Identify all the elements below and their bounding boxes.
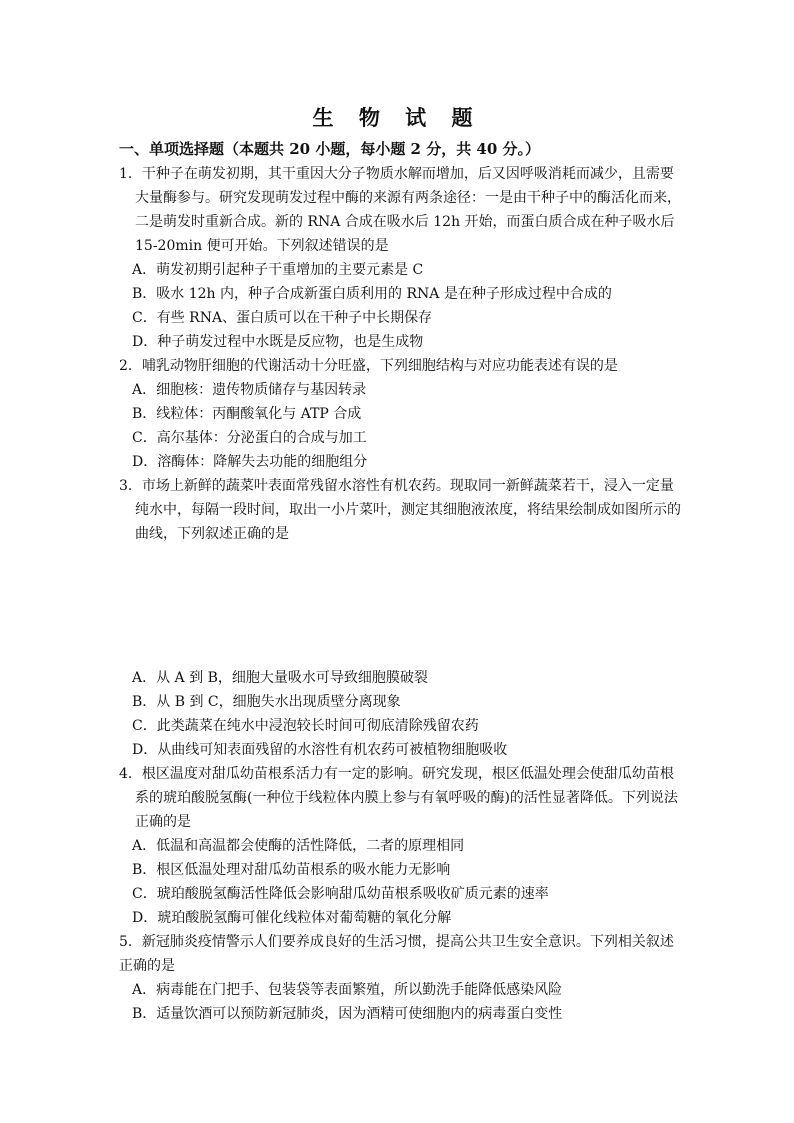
question-5-stem: 5．新冠肺炎疫情警示人们要养成良好的生活习惯，提高公共卫生安全意识。下列相关叙述: [119, 934, 674, 950]
question-1-stem: 15-20min 便可开始。下列叙述错误的是: [135, 238, 389, 254]
question-3-option-c: C．此类蔬菜在纯水中浸泡较长时间可彻底清除残留农药: [132, 718, 479, 734]
question-3-stem: 3．市场上新鲜的蔬菜叶表面常残留水溶性有机农药。现取同一新鲜蔬菜若干，浸入一定量: [119, 478, 674, 494]
question-1-option-c: C．有些 RNA、蛋白质可以在干种子中长期保存: [132, 310, 433, 326]
question-4-option-b: B．根区低温处理对甜瓜幼苗根系的吸水能力无影响: [132, 862, 451, 878]
question-2-option-b: B．线粒体：丙酮酸氧化与 ATP 合成: [132, 406, 362, 422]
question-5-stem: 正确的是: [119, 958, 175, 974]
question-1-option-a: A．萌发初期引起种子干重增加的主要元素是 C: [132, 262, 424, 278]
section-heading: 一、单项选择题（本题共 20 小题，每小题 2 分，共 40 分。）: [119, 140, 541, 158]
question-2-option-a: A．细胞核：遗传物质储存与基因转录: [132, 382, 367, 398]
question-4-option-a: A．低温和高温都会使酶的活性降低，二者的原理相同: [132, 838, 465, 854]
question-1-option-b: B．吸水 12h 内，种子合成新蛋白质利用的 RNA 是在种子形成过程中合成的: [132, 286, 612, 302]
question-3-option-a: A．从 A 到 B，细胞大量吸水可导致细胞膜破裂: [132, 670, 428, 686]
question-4-stem: 正确的是: [135, 814, 191, 830]
question-1-stem: 大量酶参与。研究发现萌发过程中酶的来源有两条途径：一是由干种子中的酶活化而来，: [135, 190, 681, 206]
question-3-stem: 曲线，下列叙述正确的是: [135, 526, 289, 542]
question-4-stem: 4．根区温度对甜瓜幼苗根系活力有一定的影响。研究发现，根区低温处理会使甜瓜幼苗根: [119, 766, 674, 782]
page-title: 生 物 试 题: [312, 105, 482, 130]
question-3-stem: 纯水中，每隔一段时间，取出一小片菜叶，测定其细胞液浓度，将结果绘制成如图所示的: [135, 502, 681, 518]
question-3-option-b: B．从 B 到 C，细胞失水出现质壁分离现象: [132, 694, 401, 710]
question-5-option-a: A．病毒能在门把手、包装袋等表面繁殖，所以勤洗手能降低感染风险: [132, 982, 563, 998]
question-2-option-c: C．高尔基体：分泌蛋白的合成与加工: [132, 430, 367, 446]
question-2-stem: 2．哺乳动物肝细胞的代谢活动十分旺盛，下列细胞结构与对应功能表述有误的是: [119, 358, 618, 374]
question-4-stem: 系的琥珀酸脱氢酶(一种位于线粒体内膜上参与有氧呼吸的酶)的活性显著降低。下列说法: [135, 790, 678, 806]
question-5-option-b: B．适量饮酒可以预防新冠肺炎，因为酒精可使细胞内的病毒蛋白变性: [132, 1006, 563, 1022]
question-1-stem: 二是萌发时重新合成。新的 RNA 合成在吸水后 12h 开始，而蛋白质合成在种子吸水后: [135, 214, 675, 230]
figure-placeholder: [135, 550, 675, 660]
question-4-option-c: C．琥珀酸脱氢酶活性降低会影响甜瓜幼苗根系吸收矿质元素的速率: [132, 886, 549, 902]
question-4-option-d: D．琥珀酸脱氢酶可催化线粒体对葡萄糖的氧化分解: [132, 910, 452, 926]
question-3-option-d: D．从曲线可知表面残留的水溶性有机农药可被植物细胞吸收: [132, 742, 508, 758]
question-1-stem: 1．干种子在萌发初期，其干重因大分子物质水解而增加，后又因呼吸消耗而减少，且需要: [119, 166, 674, 182]
question-2-option-d: D．溶酶体：降解失去功能的细胞组分: [132, 454, 368, 470]
question-1-option-d: D．种子萌发过程中水既是反应物，也是生成物: [132, 334, 424, 350]
